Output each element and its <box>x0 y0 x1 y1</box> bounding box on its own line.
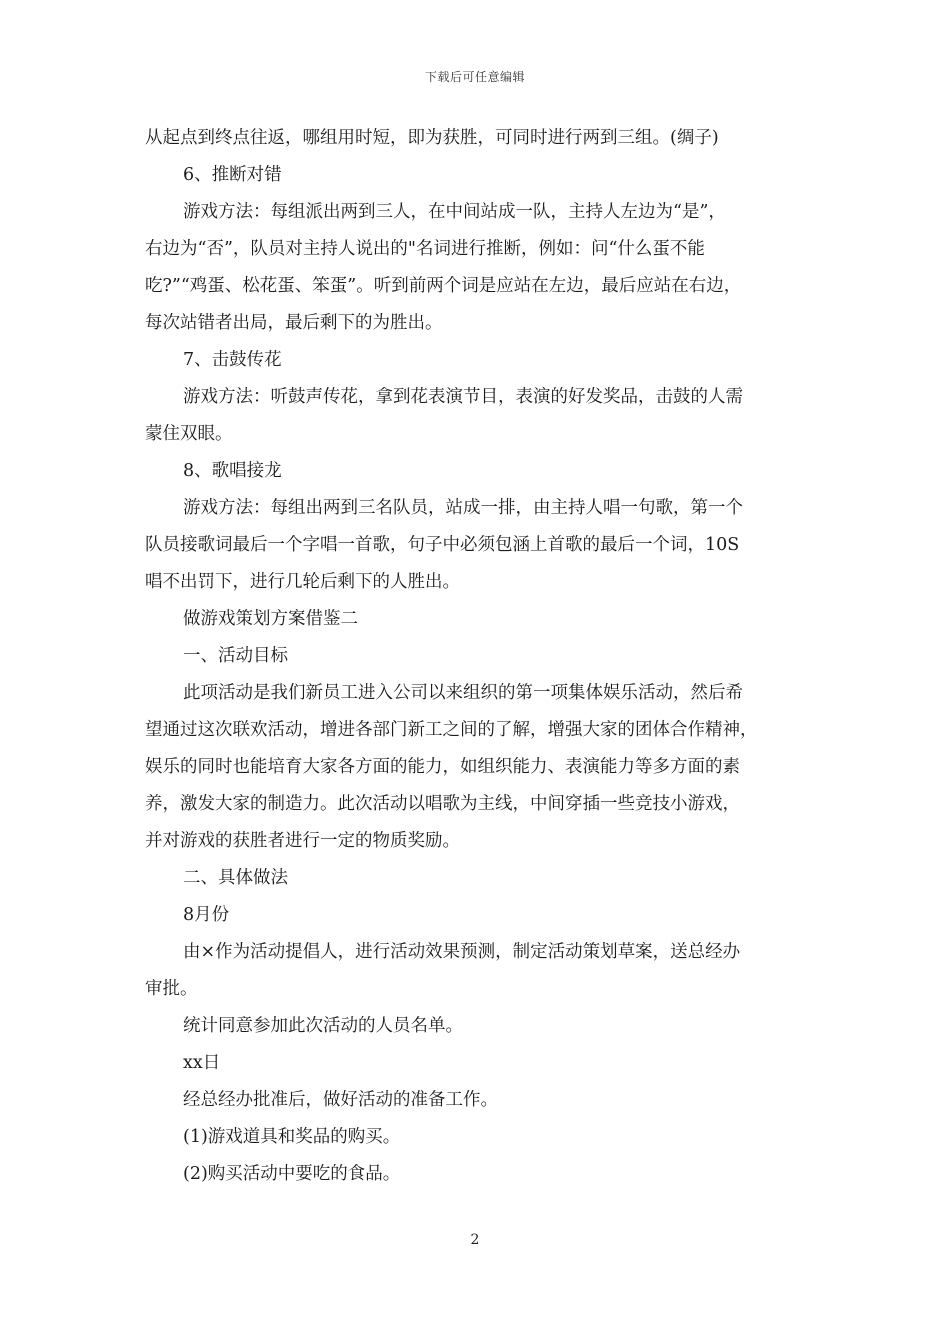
paragraph-line: 养，激发大家的制造力。此次活动以唱歌为主线，中间穿插一些竞技小游戏， <box>145 794 740 814</box>
list-item: (1)游戏道具和奖品的购买。 <box>183 1127 401 1147</box>
section-heading: 7、击鼓传花 <box>183 350 282 370</box>
section-heading: 一、活动目标 <box>183 646 288 666</box>
section-title: 做游戏策划方案借鉴二 <box>183 609 358 629</box>
paragraph-line: 游戏方法：听鼓声传花，拿到花表演节目，表演的好发奖品，击鼓的人需 <box>183 387 743 407</box>
paragraph-line: 游戏方法：每组派出两到三人，在中间站成一队，主持人左边为“是”， <box>183 202 726 222</box>
paragraph-line: 每次站错者出局，最后剩下的为胜出。 <box>145 313 443 333</box>
paragraph-line: 游戏方法：每组出两到三名队员，站成一排，由主持人唱一句歌，第一个 <box>183 498 743 518</box>
paragraph-line: 队员接歌词最后一个字唱一首歌，句子中必须包涵上首歌的最后一个词，10S <box>145 535 740 555</box>
document-body <box>145 120 817 1193</box>
section-heading: 6、推断对错 <box>183 165 282 185</box>
paragraph-line: 审批。 <box>145 979 198 999</box>
date-line: xx日 <box>183 1053 221 1073</box>
paragraph-line: 从起点到终点往返，哪组用时短，即为获胜，可同时进行两到三组。(绸子) <box>145 128 719 148</box>
paragraph-line: 由×作为活动提倡人，进行活动效果预测，制定活动策划草案，送总经办 <box>183 942 741 962</box>
list-item: (2)购买活动中要吃的食品。 <box>183 1164 401 1184</box>
paragraph-line: 右边为“否”，队员对主持人说出的"名词进行推断，例如：问“什么蛋不能 <box>145 239 705 259</box>
paragraph-line: 并对游戏的获胜者进行一定的物质奖励。 <box>145 831 460 851</box>
date-line: 8月份 <box>183 905 230 925</box>
paragraph-line: 望通过这次联欢活动，增进各部门新工之间的了解，增强大家的团体合作精神， <box>145 720 758 740</box>
paragraph-line: 此项活动是我们新员工进入公司以来组织的第一项集体娱乐活动，然后希 <box>183 683 743 703</box>
section-heading: 二、具体做法 <box>183 868 288 888</box>
paragraph-line: 娱乐的同时也能培育大家各方面的能力，如组织能力、表演能力等多方面的素 <box>145 757 740 777</box>
paragraph-line: 经总经办批准后，做好活动的准备工作。 <box>183 1090 498 1110</box>
paragraph-line: 统计同意参加此次活动的人员名单。 <box>183 1016 463 1036</box>
paragraph-line: 唱不出罚下，进行几轮后剩下的人胜出。 <box>145 572 460 592</box>
paragraph-line: 蒙住双眼。 <box>145 424 233 444</box>
page-header: 下载后可任意编辑 <box>424 70 525 84</box>
page-number: 2 <box>470 1232 480 1248</box>
section-heading: 8、歌唱接龙 <box>183 461 282 481</box>
paragraph-line: 吃?”“鸡蛋、松花蛋、笨蛋”。听到前两个词是应站在左边，最后应站在右边， <box>145 276 742 296</box>
